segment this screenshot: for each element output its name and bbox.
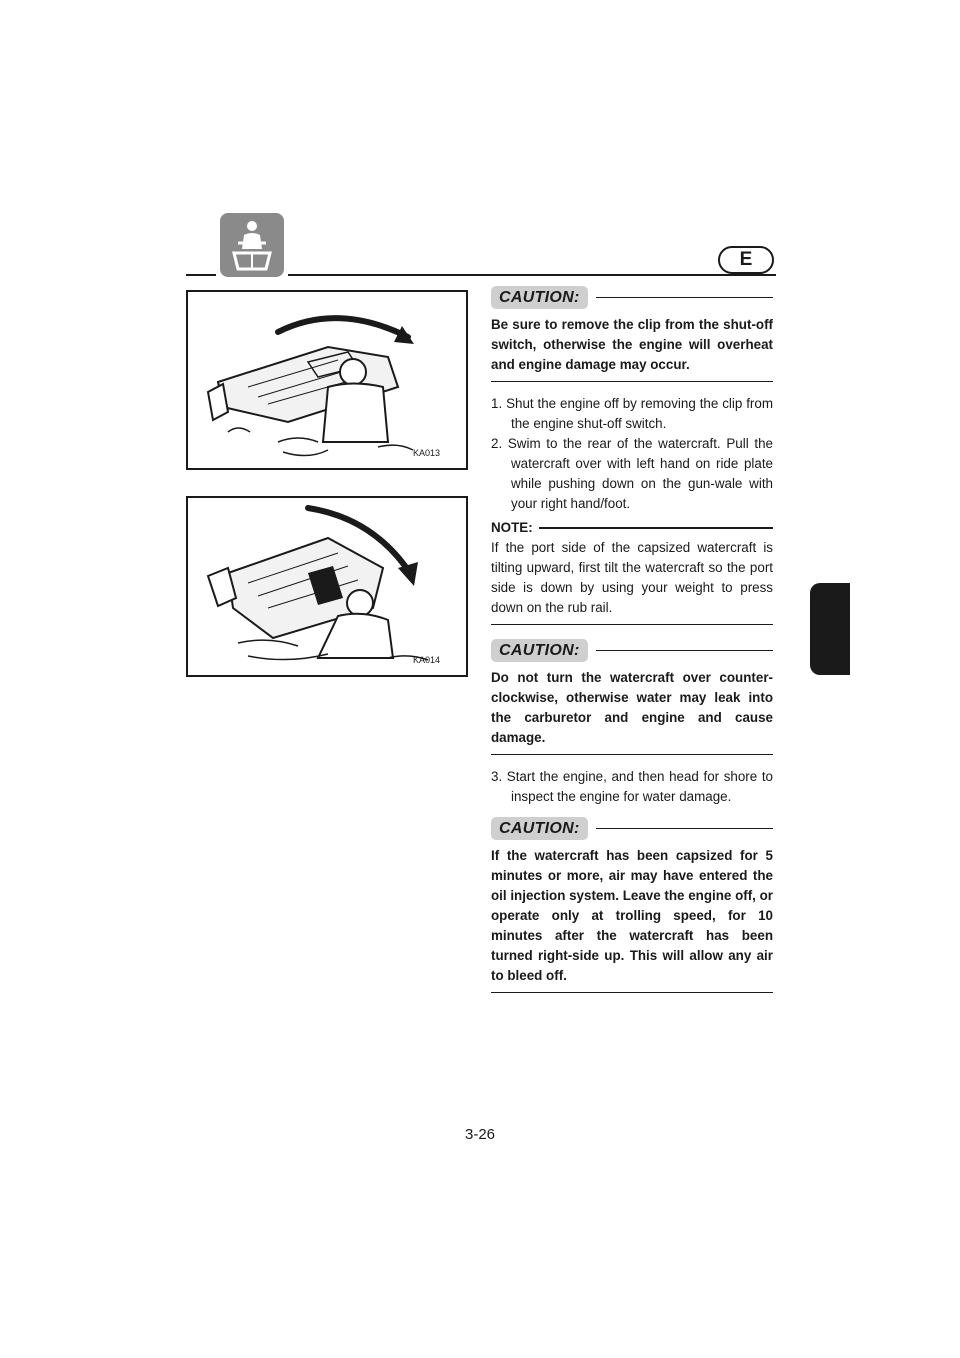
note-rule: [539, 527, 773, 529]
step-item: 1. Shut the engine off by removing the clip from the engine shut-off switch.: [491, 396, 773, 431]
rider-icon: [220, 213, 284, 277]
steps-list: [491, 394, 773, 514]
figure-righting-step-2: [186, 496, 468, 677]
illustration-righting-watercraft: [188, 498, 466, 675]
header-rule-left: [186, 274, 216, 276]
note-text: If the port side of the capsized watercraft is tilting upward, first tilt the watercraft so the port side is down by using your weight to press down on the rub rail.: [491, 538, 773, 625]
note-heading: [491, 518, 773, 538]
language-badge: E: [718, 246, 774, 274]
caution-text: Be sure to remove the clip from the shut-off switch, otherwise the engine will overheat and engine damage may occur.: [491, 315, 773, 382]
figure-code: KA013: [412, 448, 440, 458]
caution-label: CAUTION:: [491, 817, 588, 840]
caution-label: CAUTION:: [491, 639, 588, 662]
illustration-capsized-watercraft: [188, 292, 466, 468]
note-label: NOTE:: [491, 520, 533, 535]
caution-heading: [491, 817, 773, 840]
figure-code: KA014: [412, 655, 440, 665]
caution-text: If the watercraft has been capsized for 5 minutes or more, air may have entered the oil injection system. Leave the engine off, or operate only at trolling speed, for 10 minutes after the watercraft has been turned right-side up. This will allow any air to bleed off.: [491, 846, 773, 993]
instruction-column: [491, 286, 773, 993]
page-number: 3-26: [464, 1126, 496, 1143]
figure-righting-step-1: [186, 290, 468, 470]
caution-rule: [596, 297, 773, 299]
step-item: 2. Swim to the rear of the watercraft. Pull the watercraft over with left hand on ride plate while pushing down on the gun-wale with your right hand/foot.: [491, 436, 773, 511]
caution-heading: [491, 286, 773, 309]
caution-label: CAUTION:: [491, 286, 588, 309]
chapter-side-tab: [810, 583, 850, 675]
step-item: 3. Start the engine, and then head for shore to inspect the engine for water damage.: [491, 769, 773, 804]
caution-heading: [491, 639, 773, 662]
header-rule-right: [288, 274, 776, 276]
caution-text: Do not turn the watercraft over counter-clockwise, otherwise water may leak into the carburetor and engine and cause damage.: [491, 668, 773, 755]
caution-rule: [596, 650, 773, 652]
steps-list: [491, 767, 773, 807]
caution-rule: [596, 828, 773, 830]
